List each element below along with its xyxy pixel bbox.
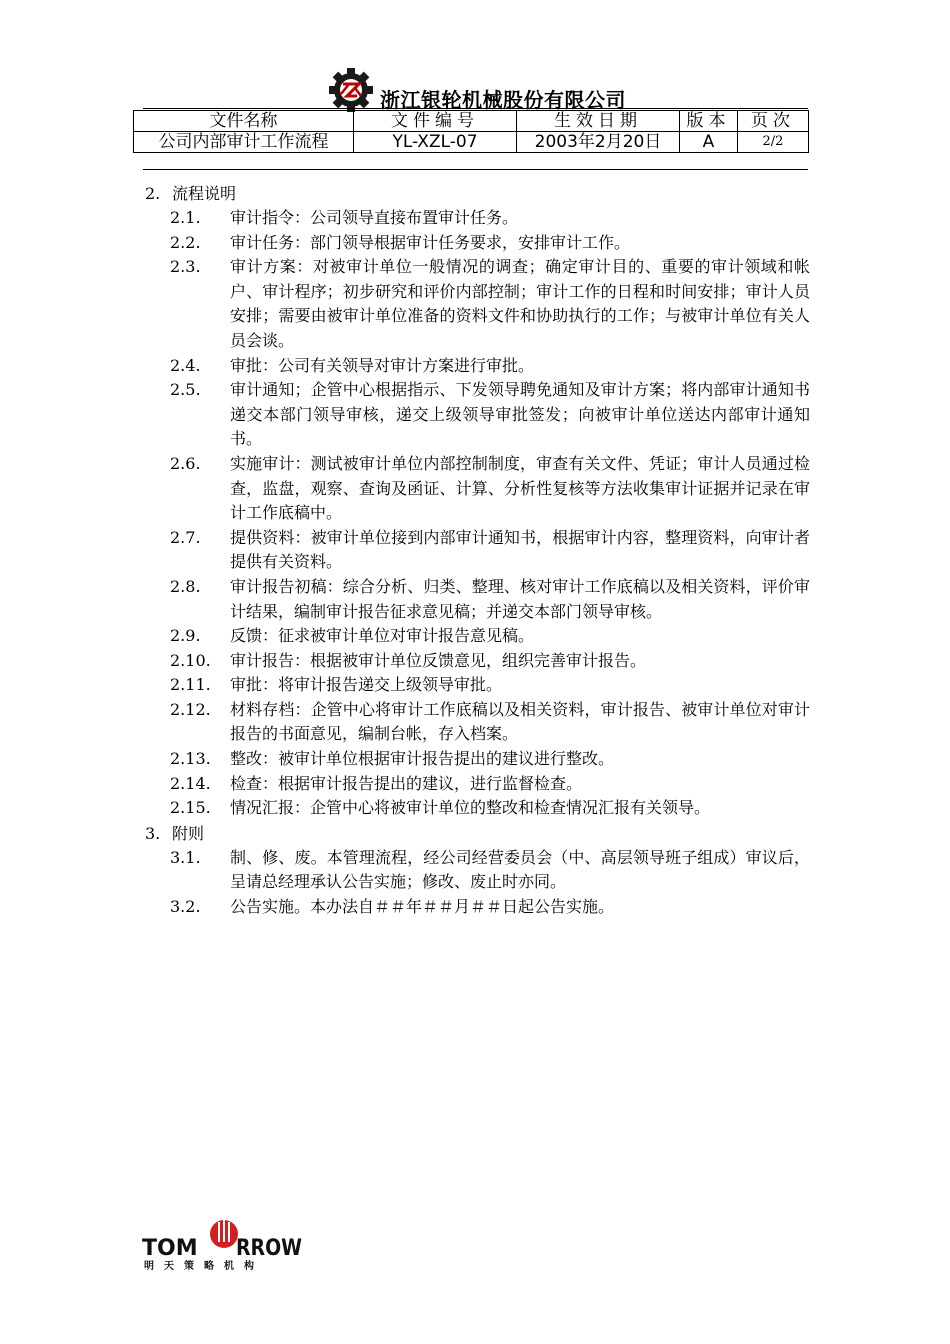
brand-left-text: TOM xyxy=(142,1236,198,1261)
list-item xyxy=(0,624,950,649)
item-text: 检查：根据审计报告提出的建议，进行监督检查。 xyxy=(230,773,583,793)
list-item xyxy=(0,796,950,821)
item-number: 2.11. xyxy=(170,675,211,695)
section-title: 附则 xyxy=(172,823,205,843)
page-label: 页次 xyxy=(738,111,809,132)
item-number: 2.8. xyxy=(170,576,201,596)
item-number: 2.2. xyxy=(170,232,201,252)
file-name-label: 文件名称 xyxy=(134,111,354,132)
item-text: 审计报告初稿：综合分析、归类、整理、核对审计工作底稿以及相关资料，评价审计结果，编制审计报告征求意见稿；并递交本部门领导审核。 xyxy=(230,576,810,621)
section-number: 2. xyxy=(145,184,161,203)
brand-right-text: RROW xyxy=(236,1236,302,1261)
company-header xyxy=(0,68,950,112)
file-number-label: 文件编号 xyxy=(354,111,517,132)
file-name-value: 公司内部审计工作流程 xyxy=(134,132,354,153)
document-body xyxy=(0,181,950,920)
item-number: 2.9. xyxy=(170,626,201,646)
file-number-value: YL-XZL-07 xyxy=(354,132,517,153)
item-number: 2.14. xyxy=(170,773,211,793)
item-number: 2.1. xyxy=(170,208,201,227)
list-item xyxy=(0,206,950,231)
item-number: 3.2. xyxy=(170,897,201,917)
list-item xyxy=(0,378,950,452)
item-number: 2.13. xyxy=(170,749,211,769)
info-header-row xyxy=(134,111,809,132)
company-name: 浙江银轮机械股份有限公司 xyxy=(380,87,626,112)
list-item xyxy=(0,255,950,353)
effective-date-label: 生效日期 xyxy=(517,111,680,132)
list-item xyxy=(0,526,950,575)
item-text: 实施审计：测试被审计单位内部控制制度，审查有关文件、凭证；审计人员通过检查，监盘，观察、查询及函证、计算、分析性复核等方法收集审计证据并记录在审计工作底稿中。 xyxy=(230,453,810,523)
list-item xyxy=(0,673,950,698)
yinlun-gear-logo-icon xyxy=(324,68,378,112)
item-number: 3.1. xyxy=(170,847,201,867)
item-text: 材料存档：企管中心将审计工作底稿以及相关资料，审计报告、被审计单位对审计报告的书面意见，编制台帐，存入档案。 xyxy=(230,699,810,744)
document-info-table xyxy=(133,110,809,153)
item-text: 整改：被审计单位根据审计报告提出的建议进行整改。 xyxy=(230,749,615,769)
item-text: 审批：将审计报告递交上级领导审批。 xyxy=(230,675,503,695)
list-item xyxy=(0,747,950,772)
item-text: 审批：公司有关领导对审计方案进行审批。 xyxy=(230,355,535,375)
page-value: 2/2 xyxy=(738,132,809,153)
item-number: 2.5. xyxy=(170,380,201,400)
list-item xyxy=(0,846,950,895)
item-number: 2.7. xyxy=(170,527,201,547)
item-text: 审计通知；企管中心根据指示、下发领导聘免通知及审计方案；将内部审计通知书递交本部门领导审核，递交上级领导审批签发；向被审计单位送达内部审计通知书。 xyxy=(230,380,810,449)
effective-date-value: 2003年2月20日 xyxy=(517,132,680,153)
header-bottom-rule xyxy=(143,169,808,170)
item-text: 审计方案：对被审计单位一般情况的调查；确定审计目的、重要的审计领域和帐户、审计程序；初步研究和评价内部控制；审计工作的日程和时间安排；审计人员安排；需要由被审计单位准备的资料文件和协助执行的工作；与被审计单位有关人员会谈。 xyxy=(230,257,810,350)
header-top-rule xyxy=(143,108,808,109)
list-item xyxy=(0,698,950,747)
item-text: 反馈：征求被审计单位对审计报告意见稿。 xyxy=(230,626,535,646)
list-item xyxy=(0,452,950,526)
item-number: 2.10. xyxy=(170,650,211,670)
info-value-row xyxy=(134,132,809,153)
list-item xyxy=(0,231,950,256)
list-item xyxy=(0,772,950,797)
list-item xyxy=(0,575,950,624)
item-text: 公告实施。本办法自＃＃年＃＃月＃＃日起公告实施。 xyxy=(230,897,615,917)
section-number: 3. xyxy=(145,823,161,843)
item-number: 2.15. xyxy=(170,798,211,818)
list-item xyxy=(0,354,950,379)
item-text: 情况汇报：企管中心将被审计单位的整改和检查情况汇报有关领导。 xyxy=(230,798,711,818)
section-heading xyxy=(0,181,950,206)
tomorrow-logo-icon xyxy=(140,1212,305,1272)
item-text: 审计报告：根据被审计单位反馈意见，组织完善审计报告。 xyxy=(230,650,647,670)
item-text: 提供资料：被审计单位接到内部审计通知书，根据审计内容，整理资料，向审计者提供有关资料。 xyxy=(230,527,810,572)
item-text: 审计指令：公司领导直接布置审计任务。 xyxy=(230,208,519,227)
section-title: 流程说明 xyxy=(172,184,237,203)
section-heading xyxy=(0,821,950,846)
list-item xyxy=(0,649,950,674)
item-text: 审计任务：部门领导根据审计任务要求，安排审计工作。 xyxy=(230,232,631,252)
version-value: A xyxy=(680,132,738,153)
brand-subtitle: 明 天 策 略 机 构 xyxy=(144,1261,254,1272)
item-number: 2.12. xyxy=(170,699,211,719)
list-item xyxy=(0,895,950,920)
item-number: 2.3. xyxy=(170,257,201,277)
version-label: 版本 xyxy=(680,111,738,132)
item-number: 2.6. xyxy=(170,453,201,473)
item-number: 2.4. xyxy=(170,355,201,375)
item-text: 制、修、废。本管理流程，经公司经营委员会（中、高层领导班子组成）审议后，呈请总经理承认公告实施；修改、废止时亦同。 xyxy=(230,847,810,892)
